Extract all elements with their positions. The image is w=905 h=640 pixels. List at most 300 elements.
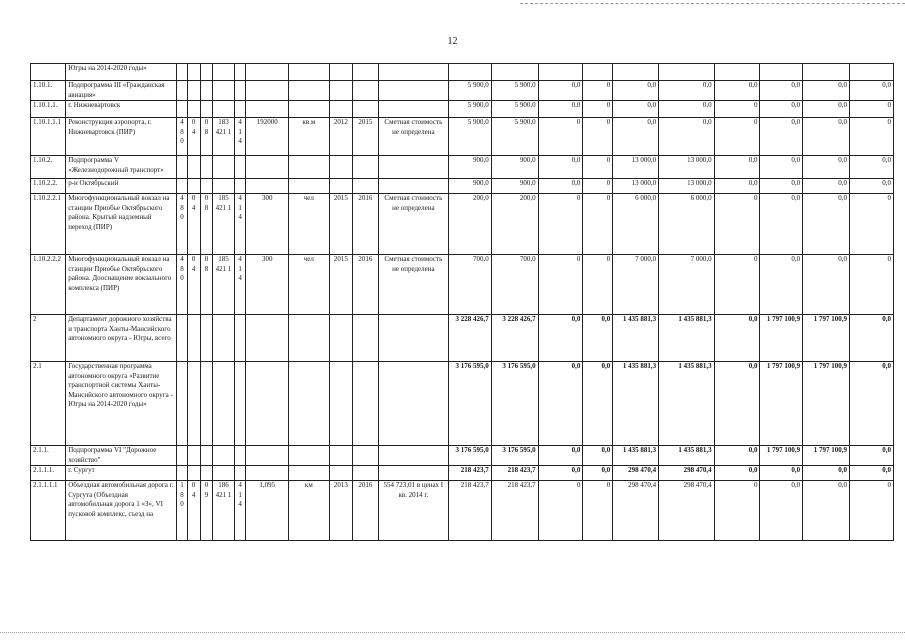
- cell-v4: 0,0: [583, 446, 613, 466]
- cell-v10: 0: [850, 118, 894, 156]
- cell-sub: [234, 101, 246, 118]
- cell-d1: [177, 179, 188, 194]
- cell-name: Государственная программа автономного округа «Развитие транспортной системы Ханты-Мансийского автономного округа - Югры на 2014-2020 годы»: [66, 362, 177, 446]
- cell-v6: 298 470,4: [659, 481, 714, 541]
- cell-cap: [246, 64, 289, 81]
- cell-v1: 700,0: [449, 255, 492, 315]
- cell-cap: 300: [246, 194, 289, 255]
- cell-d2: [187, 179, 200, 194]
- cell-y1: [329, 466, 352, 481]
- cell-v1: 5 900,0: [449, 81, 492, 101]
- cell-v9: 1 797 100,9: [803, 362, 850, 446]
- cell-v5: 1 435 881,3: [613, 315, 659, 362]
- cell-code: 2: [31, 315, 66, 362]
- cell-v7: [714, 64, 760, 81]
- cell-v6: 1 435 881,3: [659, 446, 714, 466]
- cell-name: Подпрограмма III «Гражданская авиация»: [66, 81, 177, 101]
- cell-code: 2.1: [31, 362, 66, 446]
- cell-cap: [246, 446, 289, 466]
- cell-cost: [378, 81, 448, 101]
- cell-cost: Сметная стоимость не определена: [378, 255, 448, 315]
- cell-v3: 0: [538, 255, 583, 315]
- cell-cls: 185 421 1: [213, 194, 234, 255]
- cell-cap: [246, 81, 289, 101]
- cell-cost: [378, 179, 448, 194]
- cell-v2: 3 176 595,0: [491, 446, 538, 466]
- cell-v8: 0,0: [760, 255, 803, 315]
- cell-v9: 0,0: [803, 179, 850, 194]
- cell-cost: Сметная стоимость не определена: [378, 194, 448, 255]
- cell-d3: [200, 446, 213, 466]
- cell-y2: 2015: [353, 118, 379, 156]
- cell-unit: [289, 156, 330, 179]
- cell-y2: [353, 101, 379, 118]
- cell-v5: 0,0: [613, 118, 659, 156]
- cell-v6: 13 000,0: [659, 156, 714, 179]
- cell-v10: 0,0: [850, 446, 894, 466]
- cell-y2: [353, 315, 379, 362]
- cell-y1: 2012: [329, 118, 352, 156]
- cell-cost: [378, 315, 448, 362]
- cell-code: 2.1.1.: [31, 446, 66, 466]
- cell-v7: 0,0: [714, 81, 760, 101]
- cell-unit: [289, 446, 330, 466]
- cell-v4: 0: [583, 81, 613, 101]
- cell-v4: 0: [583, 118, 613, 156]
- cell-v6: 0,0: [659, 81, 714, 101]
- cell-sub: [234, 362, 246, 446]
- cell-y1: [329, 179, 352, 194]
- cell-v10: 0: [850, 101, 894, 118]
- cell-d3: 0 8: [200, 255, 213, 315]
- cell-unit: [289, 466, 330, 481]
- cell-cap: [246, 156, 289, 179]
- cell-v7: 0,0: [714, 466, 760, 481]
- table-row: [31, 481, 894, 541]
- cell-d1: [177, 466, 188, 481]
- cell-sub: 4 1 4: [234, 194, 246, 255]
- cell-v5: [613, 64, 659, 81]
- cell-v2: 700,0: [491, 255, 538, 315]
- cell-v3: 0,0: [538, 362, 583, 446]
- cell-sub: [234, 466, 246, 481]
- cell-name: Объездная автомобильная дорога г. Сургута (Объездная автомобильная дорога 1 «З», VI пусковой комплекс, съезд на: [66, 481, 177, 541]
- cell-v6: 0,0: [659, 118, 714, 156]
- cell-v1: 900,0: [449, 179, 492, 194]
- cell-y2: [353, 179, 379, 194]
- cell-d2: 0 4: [187, 194, 200, 255]
- cell-unit: [289, 64, 330, 81]
- table-row: [31, 81, 894, 101]
- cell-v9: 1 797 100,9: [803, 446, 850, 466]
- cell-v8: [760, 64, 803, 81]
- cell-cls: [213, 466, 234, 481]
- cell-v9: [803, 64, 850, 81]
- cell-d2: 0 4: [187, 118, 200, 156]
- cell-y2: [353, 362, 379, 446]
- cell-v5: 1 435 881,3: [613, 446, 659, 466]
- cell-unit: [289, 179, 330, 194]
- cell-v4: 0: [583, 156, 613, 179]
- cell-v1: 218 423,7: [449, 481, 492, 541]
- cell-v10: 0,0: [850, 156, 894, 179]
- cell-y2: 2016: [353, 255, 379, 315]
- cell-v4: 0: [583, 194, 613, 255]
- cell-unit: чел: [289, 194, 330, 255]
- cell-y2: 2016: [353, 481, 379, 541]
- cell-d3: [200, 101, 213, 118]
- cell-v1: 5 900,0: [449, 101, 492, 118]
- cell-v8: 0,0: [760, 81, 803, 101]
- cell-d1: [177, 64, 188, 81]
- cell-v8: 0,0: [760, 101, 803, 118]
- cell-v6: 1 435 881,3: [659, 362, 714, 446]
- cell-code: 2.1.1.1.1: [31, 481, 66, 541]
- cell-v3: 0: [538, 118, 583, 156]
- cell-cap: 300: [246, 255, 289, 315]
- cell-y2: [353, 446, 379, 466]
- cell-unit: [289, 81, 330, 101]
- cell-cls: [213, 446, 234, 466]
- cell-sub: 4 1 4: [234, 481, 246, 541]
- cell-v9: 0,0: [803, 255, 850, 315]
- cell-code: 1.10.2.2.2: [31, 255, 66, 315]
- table-row: [31, 118, 894, 156]
- table-row: [31, 194, 894, 255]
- table-row: [31, 255, 894, 315]
- cell-v9: 0,0: [803, 156, 850, 179]
- cell-v10: 0,0: [850, 81, 894, 101]
- cell-v5: 298 470,4: [613, 481, 659, 541]
- cell-y2: [353, 81, 379, 101]
- cell-y1: [329, 362, 352, 446]
- cell-v2: 900,0: [491, 156, 538, 179]
- cell-v2: 5 900,0: [491, 118, 538, 156]
- cell-v4: [583, 64, 613, 81]
- cell-name: Подпрограмма V «Железнодорожный транспорт»: [66, 156, 177, 179]
- cell-d1: [177, 81, 188, 101]
- cell-v1: 218 423,7: [449, 466, 492, 481]
- table-row: [31, 315, 894, 362]
- cell-y1: 2015: [329, 255, 352, 315]
- cell-sub: [234, 179, 246, 194]
- cell-v8: 0,0: [760, 179, 803, 194]
- cell-v2: 3 228 426,7: [491, 315, 538, 362]
- cell-sub: [234, 64, 246, 81]
- cell-v9: 1 797 100,9: [803, 315, 850, 362]
- cell-d1: 4 8 0: [177, 118, 188, 156]
- cell-cap: 1,095: [246, 481, 289, 541]
- cell-v7: 0: [714, 118, 760, 156]
- cell-v9: 0,0: [803, 194, 850, 255]
- cell-v8: 1 797 100,9: [760, 315, 803, 362]
- scan-edge-top: [520, 3, 905, 4]
- table-row: [31, 446, 894, 466]
- cell-v4: 0: [583, 101, 613, 118]
- cell-d2: [187, 156, 200, 179]
- cell-sub: [234, 156, 246, 179]
- cell-v3: 0,0: [538, 81, 583, 101]
- cell-y2: [353, 156, 379, 179]
- cell-cap: [246, 101, 289, 118]
- scan-edge-bottom: [0, 632, 905, 633]
- cell-d1: 1 8 0: [177, 481, 188, 541]
- cell-v2: 200,0: [491, 194, 538, 255]
- cell-v5: 13 000,0: [613, 156, 659, 179]
- cell-y1: 2013: [329, 481, 352, 541]
- cell-name: г. Сургут: [66, 466, 177, 481]
- cell-v6: 0,0: [659, 101, 714, 118]
- cell-name: Югры на 2014-2020 годы»: [66, 64, 177, 81]
- cell-v10: 0,0: [850, 466, 894, 481]
- cell-d3: 0 8: [200, 194, 213, 255]
- cell-sub: 4 1 4: [234, 255, 246, 315]
- cell-d3: [200, 156, 213, 179]
- cell-v7: 0: [714, 101, 760, 118]
- cell-cls: [213, 101, 234, 118]
- cell-v3: 0,0: [538, 101, 583, 118]
- cell-v2: 218 423,7: [491, 481, 538, 541]
- table-row: [31, 362, 894, 446]
- cell-v10: 0,0: [850, 315, 894, 362]
- cell-v2: 3 176 595,0: [491, 362, 538, 446]
- cell-cls: [213, 156, 234, 179]
- cell-cost: [378, 64, 448, 81]
- cell-v5: 6 000,0: [613, 194, 659, 255]
- cell-v9: 0,0: [803, 81, 850, 101]
- cell-name: Реконструкция аэропорта, г. Нижневартовск (ПИР): [66, 118, 177, 156]
- table-row: [31, 156, 894, 179]
- cell-unit: км: [289, 481, 330, 541]
- cell-cls: [213, 81, 234, 101]
- cell-v7: 0: [714, 481, 760, 541]
- cell-cls: 186 421 1: [213, 481, 234, 541]
- cell-d3: [200, 466, 213, 481]
- cell-unit: [289, 362, 330, 446]
- cell-v6: 13 000,0: [659, 179, 714, 194]
- cell-v10: 0: [850, 194, 894, 255]
- cell-v6: 6 000,0: [659, 194, 714, 255]
- cell-d1: 4 8 0: [177, 255, 188, 315]
- cell-v8: 1 797 100,9: [760, 362, 803, 446]
- cell-v8: 0,0: [760, 481, 803, 541]
- cell-unit: кв.м: [289, 118, 330, 156]
- cell-cost: [378, 156, 448, 179]
- cell-d2: [187, 315, 200, 362]
- cell-name: Многофункциональный вокзал на станции Приобье Октябрьского района. Дооснащение вокзального комплекса (ПИР): [66, 255, 177, 315]
- cell-d1: [177, 156, 188, 179]
- table-row: [31, 179, 894, 194]
- cell-name: Подпрограмма VI "Дорожное хозяйство": [66, 446, 177, 466]
- cell-d3: [200, 179, 213, 194]
- cell-v7: 0: [714, 255, 760, 315]
- cell-y1: [329, 446, 352, 466]
- cell-v8: 0,0: [760, 156, 803, 179]
- cell-cost: [378, 466, 448, 481]
- cell-d2: [187, 446, 200, 466]
- cell-code: [31, 64, 66, 81]
- cell-v2: 900,0: [491, 179, 538, 194]
- cell-v4: 0: [583, 255, 613, 315]
- cell-v1: 3 176 595,0: [449, 446, 492, 466]
- cell-d2: [187, 362, 200, 446]
- cell-v3: 0: [538, 481, 583, 541]
- cell-v10: [850, 64, 894, 81]
- cell-v6: [659, 64, 714, 81]
- cell-v6: 1 435 881,3: [659, 315, 714, 362]
- cell-v10: 0,0: [850, 179, 894, 194]
- cell-v1: 5 900,0: [449, 118, 492, 156]
- cell-sub: [234, 315, 246, 362]
- cell-d3: [200, 64, 213, 81]
- cell-v7: 0,0: [714, 179, 760, 194]
- cell-v7: 0: [714, 194, 760, 255]
- cell-d3: [200, 81, 213, 101]
- cell-v5: 1 435 881,3: [613, 362, 659, 446]
- cell-y1: [329, 101, 352, 118]
- cell-v8: 0,0: [760, 194, 803, 255]
- cell-code: 1.10.2.2.1: [31, 194, 66, 255]
- cell-d1: [177, 362, 188, 446]
- cell-v7: 0,0: [714, 446, 760, 466]
- cell-cap: [246, 315, 289, 362]
- cell-sub: [234, 81, 246, 101]
- cell-d1: 4 8 0: [177, 194, 188, 255]
- cell-cls: 183 421 1: [213, 118, 234, 156]
- table-row: [31, 64, 894, 81]
- cell-y1: [329, 315, 352, 362]
- cell-v3: [538, 64, 583, 81]
- cell-d3: [200, 362, 213, 446]
- cell-y1: [329, 64, 352, 81]
- cell-v3: 0,0: [538, 179, 583, 194]
- cell-v2: 5 900,0: [491, 101, 538, 118]
- cell-cls: [213, 64, 234, 81]
- cell-d3: [200, 315, 213, 362]
- cell-v1: 200,0: [449, 194, 492, 255]
- table-body: [31, 64, 894, 541]
- cell-v10: 0: [850, 481, 894, 541]
- cell-code: 1.10.1.1.1: [31, 118, 66, 156]
- cell-cls: [213, 179, 234, 194]
- cell-d3: 0 9: [200, 481, 213, 541]
- table-row: [31, 466, 894, 481]
- cell-d2: 0 4: [187, 255, 200, 315]
- cell-v3: 0,0: [538, 156, 583, 179]
- cell-d1: [177, 315, 188, 362]
- cell-v1: [449, 64, 492, 81]
- cell-code: 1.10.2.: [31, 156, 66, 179]
- cell-v7: 0,0: [714, 362, 760, 446]
- cell-sub: [234, 446, 246, 466]
- cell-v6: 7 000,0: [659, 255, 714, 315]
- cell-unit: [289, 101, 330, 118]
- cell-cap: 192000: [246, 118, 289, 156]
- cell-code: 1.10.2.2.: [31, 179, 66, 194]
- cell-name: Многофункциональный вокзал на станции Приобье Октябрьского района. Крытый надземный переход (ПИР): [66, 194, 177, 255]
- cell-v4: 0,0: [583, 315, 613, 362]
- cell-y2: [353, 64, 379, 81]
- cell-cap: [246, 179, 289, 194]
- cell-v8: 0,0: [760, 466, 803, 481]
- table-row: [31, 101, 894, 118]
- cell-y1: 2015: [329, 194, 352, 255]
- cell-code: 1.10.1.: [31, 81, 66, 101]
- cell-v4: 0: [583, 179, 613, 194]
- cell-v9: 0,0: [803, 101, 850, 118]
- cell-y1: [329, 81, 352, 101]
- cell-cls: [213, 362, 234, 446]
- cell-code: 1.10.1.1.: [31, 101, 66, 118]
- cell-cost: [378, 101, 448, 118]
- cell-v5: 298 470,4: [613, 466, 659, 481]
- cell-v3: 0,0: [538, 446, 583, 466]
- cell-v5: 7 000,0: [613, 255, 659, 315]
- page-number: 12: [447, 36, 458, 47]
- cell-v5: 0,0: [613, 81, 659, 101]
- cell-d3: 0 8: [200, 118, 213, 156]
- cell-cls: [213, 315, 234, 362]
- cell-v5: 0,0: [613, 101, 659, 118]
- cell-sub: 4 1 4: [234, 118, 246, 156]
- cell-v7: 0,0: [714, 315, 760, 362]
- cell-v9: 0,0: [803, 481, 850, 541]
- cell-v4: 0,0: [583, 466, 613, 481]
- cell-d1: [177, 101, 188, 118]
- cell-v2: [491, 64, 538, 81]
- cell-cap: [246, 362, 289, 446]
- cell-code: 2.1.1.1.: [31, 466, 66, 481]
- cell-v3: 0: [538, 194, 583, 255]
- cell-cost: [378, 446, 448, 466]
- cell-v10: 0: [850, 255, 894, 315]
- cell-v1: 3 176 595,0: [449, 362, 492, 446]
- cell-v2: 218 423,7: [491, 466, 538, 481]
- cell-v8: 1 797 100,9: [760, 446, 803, 466]
- cell-unit: чел: [289, 255, 330, 315]
- budget-table: [30, 63, 894, 541]
- cell-unit: [289, 315, 330, 362]
- cell-cost: Сметная стоимость не определена: [378, 118, 448, 156]
- cell-v6: 298 470,4: [659, 466, 714, 481]
- cell-y1: [329, 156, 352, 179]
- cell-v9: 0,0: [803, 466, 850, 481]
- cell-cls: 185 421 1: [213, 255, 234, 315]
- cell-v9: 0,0: [803, 118, 850, 156]
- cell-cost: [378, 362, 448, 446]
- cell-v5: 13 000,0: [613, 179, 659, 194]
- cell-v4: 0: [583, 481, 613, 541]
- cell-name: г. Нижневартовск: [66, 101, 177, 118]
- cell-v10: 0,0: [850, 362, 894, 446]
- cell-y2: [353, 466, 379, 481]
- cell-name: р-н Октябрьский: [66, 179, 177, 194]
- cell-d2: [187, 81, 200, 101]
- cell-v7: 0,0: [714, 156, 760, 179]
- cell-name: Департамент дорожного хозяйства и транспорта Ханты-Мансийского автономного округа - Югры, всего: [66, 315, 177, 362]
- cell-v4: 0,0: [583, 362, 613, 446]
- cell-v1: 3 228 426,7: [449, 315, 492, 362]
- cell-d2: 0 4: [187, 481, 200, 541]
- cell-d2: [187, 101, 200, 118]
- cell-cap: [246, 466, 289, 481]
- cell-cost: 554 723,01 в ценах I кв. 2014 г.: [378, 481, 448, 541]
- cell-v2: 5 900,0: [491, 81, 538, 101]
- cell-d1: [177, 446, 188, 466]
- cell-v8: 0,0: [760, 118, 803, 156]
- cell-d2: [187, 64, 200, 81]
- cell-v3: 0,0: [538, 466, 583, 481]
